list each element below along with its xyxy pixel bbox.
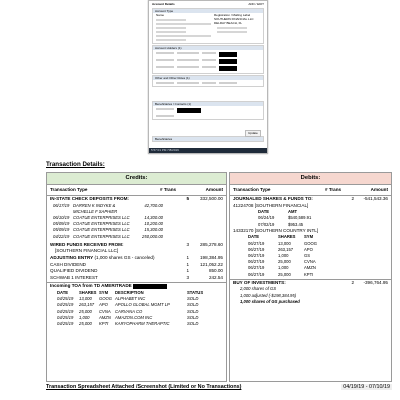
wired-funds-amount: 285,278.60 <box>200 241 223 247</box>
incoming-col-desc: DESCRIPTION <box>115 289 144 295</box>
share-date: 06/27/19 <box>248 246 265 252</box>
cash-dividend-amount: 121,052.22 <box>200 261 223 267</box>
check-deposit-amount: 10,200.00 <box>144 221 163 227</box>
date-range: 04/19/19 - 07/10/19 <box>343 384 390 390</box>
journaled-funds-table <box>230 209 328 228</box>
toa-date: 04/25/19 <box>57 302 74 308</box>
toa-status: SOLD <box>187 296 199 302</box>
toa-sym: KPTI <box>99 320 109 326</box>
toa-sym: APO <box>99 302 108 308</box>
journaled-account-2-label: 14332170 [SOUTHERN COUNTRY INTL] <box>233 227 319 233</box>
funds-col-amt: AMT <box>288 209 298 215</box>
share-sym: KPTI <box>304 271 314 277</box>
share-count: 25,000 <box>278 259 291 265</box>
check-deposit-item <box>53 203 163 215</box>
incoming-col-date: DATE <box>57 289 69 295</box>
buy-investments-row <box>230 280 391 287</box>
check-deposit-amount: 42,700.00 <box>144 202 163 208</box>
share-sym: GOOG <box>304 240 318 246</box>
toa-status: SOLD <box>187 320 199 326</box>
account-general-header: Account Type <box>153 9 263 13</box>
redaction-bar <box>133 284 167 289</box>
toa-date: 04/25/19 <box>57 308 74 314</box>
registration-label: Registration / Mailing Label <box>214 13 251 17</box>
toa-status: SOLD <box>187 302 199 308</box>
account-holders-section <box>152 45 264 74</box>
buy-investments-label: BUY OF INVESTMENTS: <box>233 279 286 285</box>
toa-desc: ALPHABET INC <box>115 296 146 302</box>
credits-col-trans: # Trans <box>160 187 177 192</box>
registration-value-2: DELRAY BEACH, FL <box>214 21 243 25</box>
credits-col-type: Transaction Type <box>50 187 88 192</box>
interest-label: SCHWAB 1 INTEREST <box>50 274 98 280</box>
toa-desc: KARYOPHARM THERAPTIC <box>115 320 170 326</box>
check-deposit-date: 05/09/19 <box>53 221 70 227</box>
check-deposits-amount: 332,500.00 <box>200 196 223 201</box>
incoming-col-status: STATUS <box>187 289 204 295</box>
share-sym: GS <box>304 253 311 258</box>
account-screenshot-footer: 5:57:01 PM 7/8/2019 <box>149 148 267 153</box>
check-deposit-name: COATUE ENTERPRISES LLC <box>73 215 130 220</box>
toa-status: SOLD <box>187 314 199 320</box>
shares-col-date: DATE <box>248 234 260 240</box>
buy-line-3: 1,000 shares of GS purchased <box>240 298 300 304</box>
account-screenshot-header <box>149 1 267 7</box>
buy-line-1: 2,000 shares of GS <box>240 286 277 292</box>
shares-col-shares: SHARES <box>278 234 296 240</box>
incoming-col-sym: SYM <box>99 289 109 295</box>
other-roles-section <box>152 75 264 87</box>
check-deposit-name: COATUE ENTERPRISES LLC <box>73 221 130 227</box>
toa-sym: CVNA <box>99 308 111 314</box>
incoming-toa-row-item <box>57 321 207 327</box>
check-deposits-count: 5 <box>186 196 189 201</box>
check-deposit-date: 05/09/19 <box>53 227 70 233</box>
toa-shares: 25,000 <box>79 320 92 326</box>
share-count: 25,000 <box>278 271 291 277</box>
check-deposit-date: 06/10/19 <box>53 215 70 220</box>
debits-col-trans: # Trans <box>325 187 342 192</box>
wired-funds-count: 3 <box>186 241 189 247</box>
check-deposit-name: COATUE ENTERPRISES LLC <box>73 227 130 233</box>
journaled-account-1 <box>230 203 391 210</box>
other-roles-header: Other and Other Roles (1) <box>153 76 263 80</box>
account-details-screenshot <box>148 0 268 154</box>
journaled-account-2 <box>230 228 391 235</box>
wired-funds-label: WIRED FUNDS RECEIVED FROM: <box>50 241 124 247</box>
share-date: 06/27/19 <box>248 240 265 246</box>
share-sym: APO <box>304 246 313 252</box>
spreadsheet-footer <box>46 384 392 390</box>
check-deposits-label: IN-STATE CHECK DEPOSITS FROM: <box>50 196 129 201</box>
toa-status: SOLD <box>187 308 199 314</box>
shares-col-sym: SYM <box>304 234 314 240</box>
toa-sym: GOOG <box>99 296 113 302</box>
check-deposit-name: DARREN K INDYKE & MICHELLE F SAPHIER <box>73 202 118 214</box>
name-label: Name <box>156 13 165 17</box>
funds-date: 07/02/19 <box>258 221 275 227</box>
check-deposits-row <box>47 196 226 203</box>
account-holders-header: Account Holders (1) <box>153 46 263 50</box>
check-deposit-list <box>47 203 163 240</box>
share-date: 06/27/19 <box>248 265 265 271</box>
buy-investments-count: 2 <box>351 279 354 285</box>
share-sym: AMZN <box>304 265 316 271</box>
incoming-toa-label: Incoming TOA from TD AMERITRADE <box>50 283 132 289</box>
adjusting-entry-count: 1 <box>186 255 189 260</box>
incoming-toa-table <box>47 290 207 327</box>
buy-investments-details <box>230 286 391 305</box>
share-sym: CVNA <box>304 259 316 265</box>
toa-shares: 13,000 <box>79 296 92 302</box>
credits-col-amount: Amount <box>205 187 223 192</box>
spreadsheet-footer-text: Transaction Spreadsheet Attached /Screenshot (Limited or No Transactions) <box>46 384 242 390</box>
share-date: 06/27/19 <box>248 253 265 258</box>
buy-investments-amount: -396,764.95 <box>363 279 388 285</box>
funds-col-date: DATE <box>258 209 270 215</box>
funds-amt: $540,589.91 <box>288 215 312 221</box>
credits-title: Credits: <box>47 173 226 184</box>
share-date: 06/27/19 <box>248 259 265 265</box>
check-deposit-date: 04/22/19 <box>53 233 70 239</box>
interest-row <box>47 275 226 282</box>
account-general-section <box>152 8 264 44</box>
adjusting-entry-detail: (1,000 shares GS - canceled) <box>94 255 155 260</box>
check-deposit-item <box>53 234 163 240</box>
journaled-account-1-label: 41224708 [SOUTHERN FINANCIAL] <box>233 202 309 208</box>
credits-column-header <box>47 184 226 196</box>
journaled-amount: -541,543.36 <box>363 196 388 201</box>
wired-funds-source: [SOUTHERN FINANCIAL LLC] <box>55 248 119 254</box>
adjusting-entry-amount: 198,384.95 <box>200 255 223 260</box>
contacts-header: Beneficiaries / Contacts (1) <box>153 102 263 106</box>
update-button[interactable]: Update <box>245 130 261 137</box>
interest-amount: 242.54 <box>208 274 223 280</box>
share-date: 06/27/19 <box>248 271 265 277</box>
qualified-dividend-label: QUALIFIED DIVIDEND <box>50 268 98 274</box>
check-deposit-amount: 250,000.00 <box>142 233 163 239</box>
qualified-dividend-row <box>47 268 226 275</box>
share-count: 13,000 <box>278 240 291 246</box>
cash-dividend-row <box>47 262 226 269</box>
debits-col-amount: Amount <box>370 187 388 192</box>
registration-value-1: SOUTHERN FINANCIAL LLC <box>214 17 254 21</box>
journaled-shares-row <box>248 272 338 278</box>
toa-shares: 25,000 <box>79 308 92 314</box>
check-deposit-amount: 15,300.00 <box>144 227 163 233</box>
journaled-row <box>230 196 391 203</box>
interest-count: 3 <box>186 274 189 280</box>
journaled-count: 2 <box>351 196 354 201</box>
toa-sym: AMZN <box>99 314 111 320</box>
cash-dividend-label: CASH DIVIDEND <box>50 261 86 267</box>
adjusting-entry-row <box>47 255 226 262</box>
toa-date: 04/25/19 <box>57 296 74 302</box>
check-deposit-name: COATUE ENTERPRISES LLC <box>73 233 130 239</box>
debits-panel <box>229 172 392 382</box>
qualified-dividend-amount: 850.00 <box>208 268 223 274</box>
toa-date: 04/25/19 <box>57 320 74 326</box>
cash-dividend-count: 1 <box>186 261 189 267</box>
debits-col-type: Transaction Type <box>233 187 271 192</box>
incoming-toa-row <box>47 283 226 290</box>
account-screenshot-title: Account Details <box>152 2 175 6</box>
wired-funds-row <box>47 242 226 249</box>
funds-amt: $953.45 <box>288 221 304 227</box>
account-screenshot-right-label: ADD / EDIT <box>248 2 264 6</box>
check-deposit-amount: 14,300.00 <box>144 215 163 220</box>
toa-desc: AMAZON.COM INC <box>115 314 153 320</box>
debits-column-header <box>230 184 391 196</box>
journaled-shares-table <box>230 234 338 277</box>
transaction-details-heading: Transaction Details: <box>46 161 105 168</box>
credits-panel <box>46 172 227 382</box>
debits-title: Debits: <box>230 173 391 184</box>
journaled-label: JOURNALED SHARES & FUNDS TO: <box>233 196 313 201</box>
incoming-col-shares: SHARES <box>79 289 97 295</box>
toa-date: 04/25/19 <box>57 314 74 320</box>
buy-line-2: 1,000 adjusted (-$198,384.95) <box>240 292 297 298</box>
contacts-section <box>152 101 264 120</box>
toa-desc: CARVANA CO <box>115 308 143 314</box>
funds-date: 06/24/19 <box>258 215 275 221</box>
wired-funds-sub <box>47 248 226 255</box>
qualified-dividend-count: 1 <box>186 268 189 274</box>
toa-desc: APOLLO GLOBAL MGMT LP <box>115 302 170 308</box>
share-count: 1,000 <box>278 265 289 271</box>
adjusting-entry-label: ADJUSTING ENTRY <box>50 255 94 260</box>
check-deposit-date: 06/17/19 <box>53 202 70 208</box>
share-count: 1,000 <box>278 253 289 258</box>
share-count: 263,157 <box>278 246 294 252</box>
toa-shares: 1,000 <box>79 314 90 320</box>
beneficiaries-header: Beneficiaries <box>153 137 263 141</box>
toa-shares: 263,157 <box>79 302 95 308</box>
